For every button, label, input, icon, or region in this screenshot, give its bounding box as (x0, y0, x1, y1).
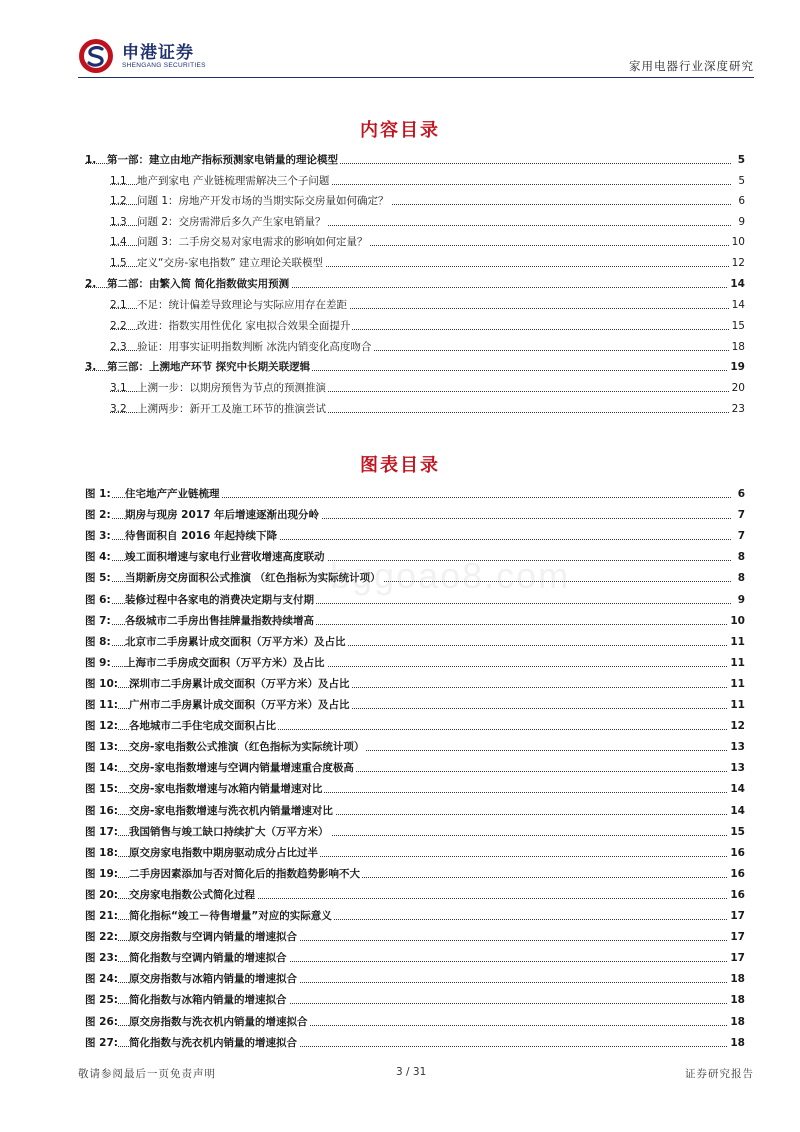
figure-entry[interactable] (85, 971, 745, 987)
figure-entry-page: 14 (730, 805, 745, 817)
figure-entry-page: 16 (730, 889, 745, 901)
figure-entry[interactable] (85, 739, 745, 755)
figure-entry-page: 17 (730, 910, 745, 922)
page-footer (78, 1066, 754, 1086)
figure-entry-number: 图 13: (85, 741, 118, 753)
figure-entry-title: 交房-家电指数增速与洗衣机内销量增速对比 (129, 805, 333, 817)
toc-entry-title: 上溯一步：以期房预售为节点的预测推演 (137, 382, 326, 394)
page-indicator: 3 / 31 (396, 1066, 427, 1078)
figure-entry-number: 图 2: (85, 509, 111, 521)
figure-entry-number: 图 23: (85, 952, 118, 964)
figure-entry-title: 简化指标“竣工－待售增量”对应的实际意义 (129, 910, 332, 922)
figure-entry-title: 原交房指数与冰箱内销量的增速拟合 (129, 973, 297, 985)
figure-entry-page: 18 (730, 1016, 745, 1028)
figure-entry-number: 图 6: (85, 594, 111, 606)
figure-entry-page: 13 (730, 762, 745, 774)
figure-entry-number: 图 11: (85, 699, 118, 711)
figure-entry-number: 图 20: (85, 889, 118, 901)
brand-name-cn: 申港证券 (122, 43, 194, 63)
figure-entry-page: 11 (730, 636, 745, 648)
figure-entry-page: 17 (730, 931, 745, 943)
figure-entry-page: 7 (737, 509, 745, 521)
figure-entry-title: 简化指数与冰箱内销量的增速拟合 (129, 994, 287, 1006)
figure-entry-number: 图 17: (85, 826, 118, 838)
figure-entry[interactable] (85, 1035, 745, 1051)
figure-entry[interactable] (85, 634, 745, 650)
figure-entry[interactable] (85, 781, 745, 797)
figure-entry-title: 交房家电指数公式简化过程 (129, 889, 255, 901)
toc-entry-number: 1.1 (110, 175, 127, 187)
figures-title: 图表目录 (360, 455, 440, 476)
toc-entry[interactable] (110, 255, 745, 271)
figure-entry[interactable] (85, 887, 745, 903)
figure-entry-title: 原交房指数与空调内销量的增速拟合 (129, 931, 297, 943)
figure-entry[interactable] (85, 697, 745, 713)
figure-entry[interactable] (85, 992, 745, 1008)
toc-entry-number: 2.3 (110, 341, 127, 353)
figure-entry[interactable] (85, 908, 745, 924)
figure-entry[interactable] (85, 1014, 745, 1030)
toc-entry-title: 第二部：由繁入简 简化指数做实用预测 (107, 278, 290, 290)
toc-entry-number: 1.4 (110, 236, 127, 248)
figure-entry-number: 图 3: (85, 530, 111, 542)
figure-entry-title: 我国销售与竣工缺口持续扩大（万平方米） (129, 826, 329, 838)
figure-entry-number: 图 1: (85, 488, 111, 500)
figure-entry-title: 竣工面积增速与家电行业营收增速高度联动 (125, 551, 325, 563)
figure-entry-page: 11 (730, 699, 745, 711)
figure-entry-title: 住宅地产产业链梳理 (125, 488, 220, 500)
toc-entry[interactable] (110, 214, 745, 230)
figure-entry-page: 18 (730, 973, 745, 985)
figure-entry-title: 二手房因素添加与否对简化后的指数趋势影响不大 (129, 868, 360, 880)
figure-entry[interactable] (85, 866, 745, 882)
toc-entry-title: 第三部：上溯地产环节 探究中长期关联逻辑 (107, 361, 311, 373)
figure-entry-page: 7 (737, 530, 745, 542)
toc-entry-page: 5 (738, 175, 745, 187)
figure-entry-title: 各地城市二手住宅成交面积占比 (129, 720, 276, 732)
figure-entry-page: 15 (730, 826, 745, 838)
brand-name-en: SHENGANG SECURITIES (122, 62, 206, 69)
report-type-label: 家用电器行业深度研究 (629, 59, 754, 73)
toc-entry-page: 20 (731, 382, 745, 394)
toc-entry-title: 验证：用事实证明指数判断 冰洗内销变化高度吻合 (137, 341, 372, 353)
figure-entry-number: 图 10: (85, 678, 118, 690)
figure-entry-number: 图 15: (85, 783, 118, 795)
figure-entry-page: 8 (737, 551, 745, 563)
figure-entry-page: 13 (730, 741, 745, 753)
toc-entry-page: 10 (731, 236, 745, 248)
toc-entry-title: 改进：指数实用性优化 家电拟合效果全面提升 (137, 320, 351, 332)
figure-entry-number: 图 25: (85, 994, 118, 1006)
toc-entry-title: 问题 2：交房需滞后多久产生家电销量？ (137, 216, 326, 228)
figure-entry-number: 图 26: (85, 1016, 118, 1028)
figure-entry-title: 交房-家电指数增速与冰箱内销量增速对比 (129, 783, 323, 795)
figure-entry-page: 8 (737, 572, 745, 584)
figure-entry[interactable] (85, 929, 745, 945)
figure-entry-title: 原交房家电指数中期房驱动成分占比过半 (129, 847, 318, 859)
toc-entry-number: 2. (85, 278, 97, 290)
figure-entry-title: 北京市二手房累计成交面积（万平方米）及占比 (125, 636, 346, 648)
figure-entry-title: 当期新房交房面积公式推演 （红色指标为实际统计项） (125, 572, 381, 584)
figure-entry-number: 图 12: (85, 720, 118, 732)
figure-entry-page: 14 (730, 783, 745, 795)
toc-entry[interactable] (110, 380, 745, 396)
toc-entry-page: 14 (731, 299, 745, 311)
toc-entry-number: 2.1 (110, 299, 127, 311)
figure-entry-page: 16 (730, 847, 745, 859)
toc-entry-title: 上溯两步：新开工及施工环节的推演尝试 (137, 403, 326, 415)
figure-entry-number: 图 22: (85, 931, 118, 943)
toc-entry-title: 地产到家电 产业链梳理需解决三个子问题 (137, 175, 330, 187)
figure-entry-number: 图 21: (85, 910, 118, 922)
toc-entry-number: 3.1 (110, 382, 127, 394)
figure-entry-number: 图 5: (85, 572, 111, 584)
figure-entry-title: 深圳市二手房累计成交面积（万平方米）及占比 (129, 678, 350, 690)
figure-entry[interactable] (85, 803, 745, 819)
toc-entry[interactable] (110, 401, 745, 417)
toc-entry-title: 问题 1：房地产开发市场的当期实际交房量如何确定？ (137, 195, 389, 207)
figure-entry[interactable] (85, 760, 745, 776)
figure-entry-page: 10 (730, 615, 745, 627)
figure-entry-number: 图 27: (85, 1037, 118, 1049)
toc-entry-page: 12 (731, 257, 745, 269)
figure-entry[interactable] (85, 950, 745, 966)
toc-entry[interactable] (85, 152, 745, 168)
figure-entry-number: 图 14: (85, 762, 118, 774)
toc-entry-number: 1.3 (110, 216, 127, 228)
figure-entry-page: 11 (730, 657, 745, 669)
figure-entry[interactable] (85, 655, 745, 671)
figure-entry[interactable] (85, 486, 745, 502)
toc-entry-number: 1.2 (110, 195, 127, 207)
figure-entry-title: 简化指数与空调内销量的增速拟合 (129, 952, 287, 964)
figure-entry-title: 各级城市二手房出售挂牌量指数持续增高 (125, 615, 314, 627)
figure-entry[interactable] (85, 824, 745, 840)
toc-entry-title: 定义“交房-家电指数” 建立理论关联模型 (137, 257, 324, 269)
toc-entry[interactable] (110, 318, 745, 334)
doc-type-label: 证券研究报告 (685, 1068, 754, 1080)
figure-entry[interactable] (85, 845, 745, 861)
figure-entry-number: 图 8: (85, 636, 111, 648)
toc-entry-page: 18 (731, 341, 745, 353)
toc-entry-page: 23 (731, 403, 745, 415)
figure-entry[interactable] (85, 528, 745, 544)
toc-entry-page: 5 (737, 154, 745, 166)
toc-entry[interactable] (85, 276, 745, 292)
figure-entry[interactable] (85, 718, 745, 734)
toc-entry-title: 问题 3：二手房交易对家电需求的影响如何定量？ (137, 236, 368, 248)
toc-entry-number: 3.2 (110, 403, 127, 415)
toc-entry-page: 6 (738, 195, 745, 207)
toc-entry[interactable] (110, 339, 745, 355)
toc-entry-page: 9 (738, 216, 745, 228)
toc-entry-number: 2.2 (110, 320, 127, 332)
watermark: bggoao8.com (330, 555, 571, 596)
toc-entry[interactable] (110, 173, 745, 189)
toc-entry-page: 14 (730, 278, 745, 290)
toc-entry[interactable] (110, 234, 745, 250)
figure-entry-page: 18 (730, 994, 745, 1006)
page-header (78, 36, 754, 78)
figure-entry-title: 交房-家电指数公式推演（红色指标为实际统计项） (129, 741, 365, 753)
toc-entry-number: 1.5 (110, 257, 127, 269)
figure-entry-number: 图 18: (85, 847, 118, 859)
shengang-logo-icon (78, 38, 114, 74)
figure-entry-number: 图 9: (85, 657, 111, 669)
toc-entry[interactable] (110, 297, 745, 313)
header-divider (78, 77, 754, 78)
figure-entry-title: 原交房指数与洗衣机内销量的增速拟合 (129, 1016, 308, 1028)
figure-entry-number: 图 4: (85, 551, 111, 563)
toc-entry-page: 19 (730, 361, 745, 373)
figure-entry-page: 11 (730, 678, 745, 690)
figure-entry-title: 上海市二手房成交面积（万平方米）及占比 (125, 657, 325, 669)
figure-entry-page: 18 (730, 1037, 745, 1049)
disclaimer-note: 敬请参阅最后一页免责声明 (78, 1068, 216, 1080)
figure-entry-title: 装修过程中各家电的消费决定期与支付期 (125, 594, 314, 606)
figure-entry-page: 16 (730, 868, 745, 880)
figure-entry-title: 交房-家电指数增速与空调内销量增速重合度极高 (129, 762, 354, 774)
figure-entry-title: 简化指数与洗衣机内销量的增速拟合 (129, 1037, 297, 1049)
toc-title: 内容目录 (360, 120, 440, 141)
figure-entry-number: 图 19: (85, 868, 118, 880)
toc-entry-number: 3. (85, 361, 97, 373)
figure-entry-page: 12 (730, 720, 745, 732)
toc-entry[interactable] (85, 359, 745, 375)
figure-entry-number: 图 24: (85, 973, 118, 985)
figure-entry[interactable] (85, 613, 745, 629)
figure-entry-title: 期房与现房 2017 年后增速逐渐出现分岭 (125, 509, 320, 521)
toc-entry[interactable] (110, 193, 745, 209)
figure-entry-page: 6 (737, 488, 745, 500)
toc-entry-number: 1. (85, 154, 97, 166)
figure-entry-number: 图 16: (85, 805, 118, 817)
toc-entry-page: 15 (731, 320, 745, 332)
figure-entry-page: 9 (737, 594, 745, 606)
toc-entry-title: 第一部：建立由地产指标预测家电销量的理论模型 (107, 154, 338, 166)
figure-entry-title: 待售面积自 2016 年起持续下降 (125, 530, 278, 542)
figure-entry-page: 17 (730, 952, 745, 964)
figure-entry[interactable] (85, 676, 745, 692)
toc-entry-title: 不足：统计偏差导致理论与实际应用存在差距 (137, 299, 347, 311)
figure-entry[interactable] (85, 507, 745, 523)
figure-entry-title: 广州市二手房累计成交面积（万平方米）及占比 (129, 699, 350, 711)
figure-entry-number: 图 7: (85, 615, 111, 627)
